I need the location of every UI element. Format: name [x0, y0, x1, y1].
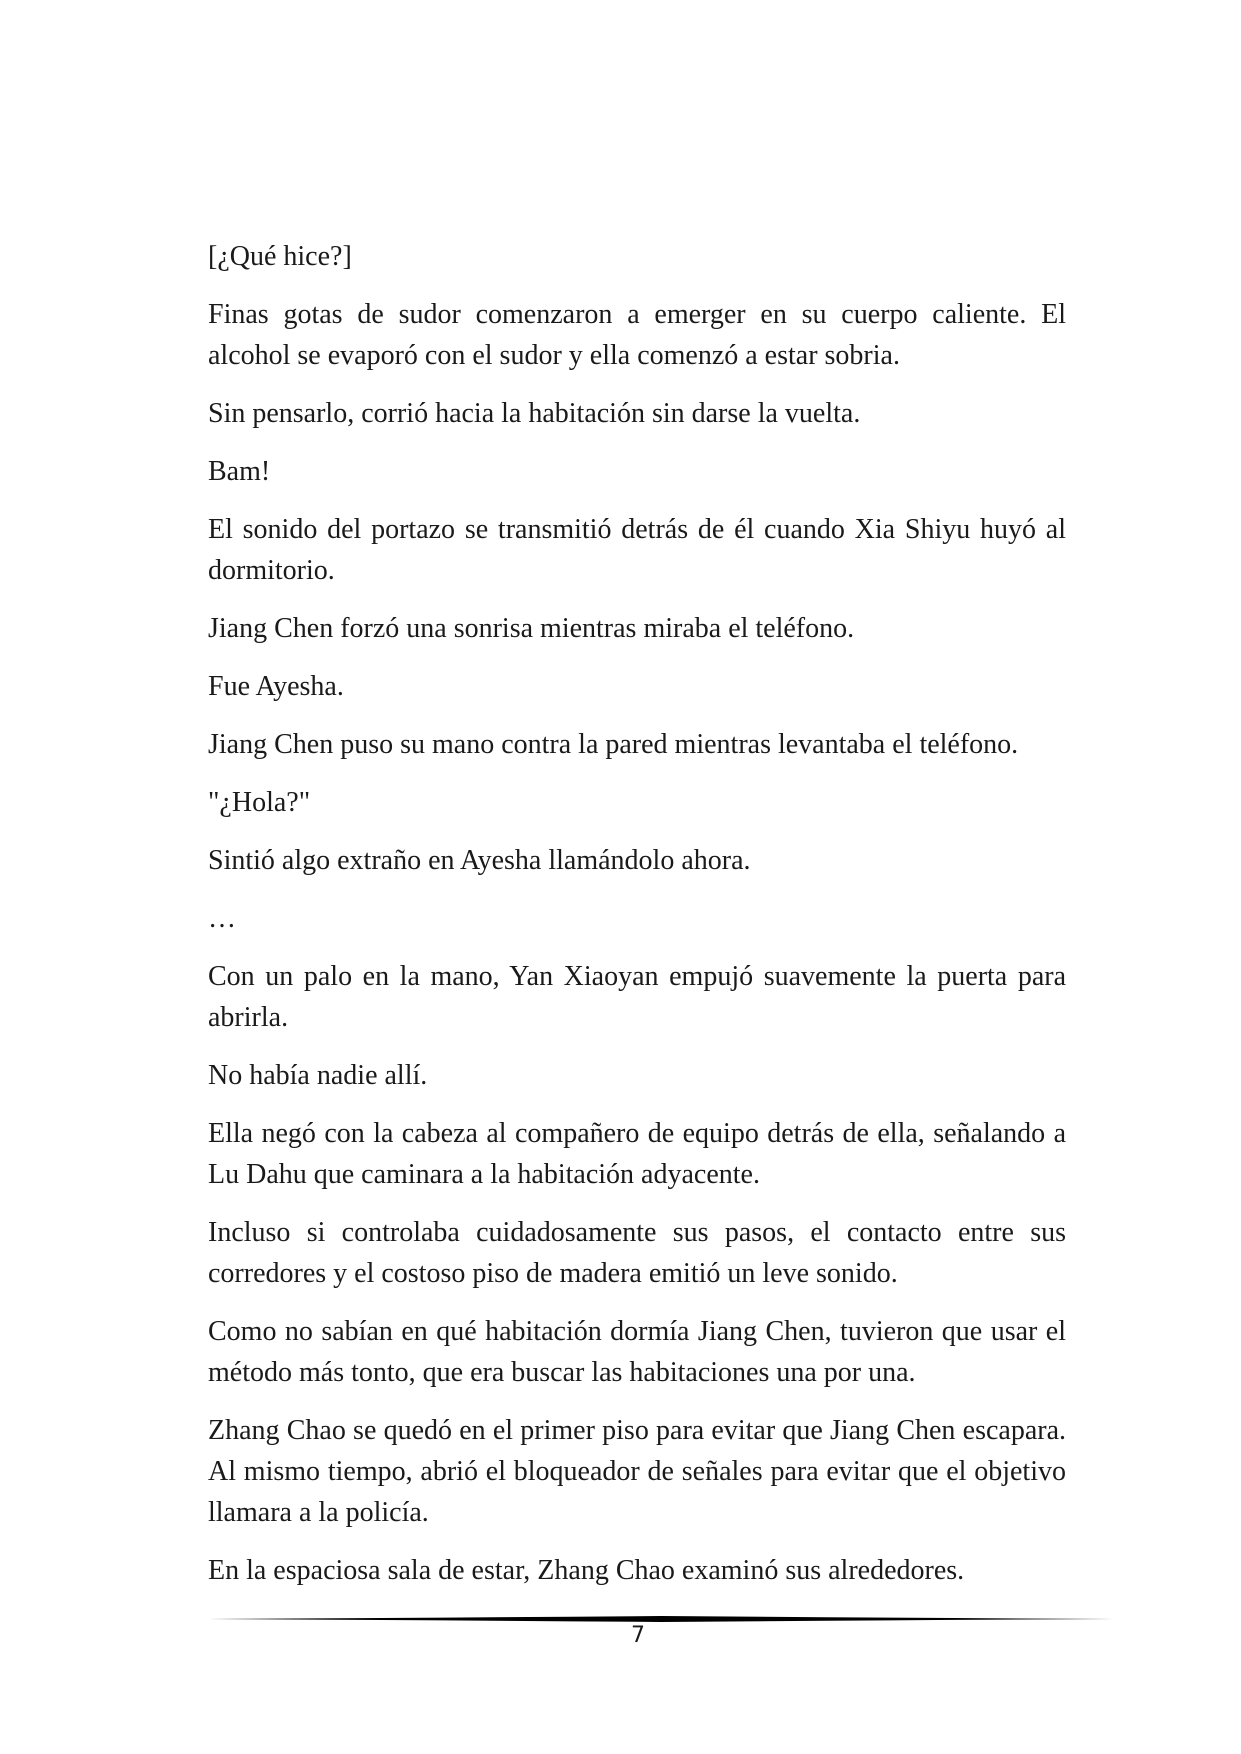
- paragraph: Como no sabían en qué habitación dormía Jiang Chen, tuvieron que usar el método más tonto, que era buscar las habitaciones una por una.: [208, 1316, 1066, 1388]
- paragraph: Incluso si controlaba cuidadosamente sus pasos, el contacto entre sus corredores y el costoso piso de madera emitió un leve sonido.: [208, 1217, 1066, 1289]
- paragraph: No había nadie allí.: [208, 1060, 428, 1091]
- paragraph: [¿Qué hice?]: [208, 241, 352, 272]
- paragraph: Finas gotas de sudor comenzaron a emerger en su cuerpo caliente. El alcohol se evaporó con el sudor y ella comenzó a estar sobria.: [208, 299, 1066, 371]
- paragraph: Bam!: [208, 456, 271, 487]
- body-text: [208, 236, 1066, 1608]
- paragraph: El sonido del portazo se transmitió detrás de él cuando Xia Shiyu huyó al dormitorio.: [208, 514, 1066, 586]
- page-number: 7: [631, 1623, 645, 1648]
- paragraph: Con un palo en la mano, Yan Xiaoyan empujó suavemente la puerta para abrirla.: [208, 961, 1066, 1033]
- paragraph: Jiang Chen forzó una sonrisa mientras miraba el teléfono.: [208, 613, 855, 644]
- paragraph: Sin pensarlo, corrió hacia la habitación sin darse la vuelta.: [208, 398, 861, 429]
- paragraph: Zhang Chao se quedó en el primer piso para evitar que Jiang Chen escapara. Al mismo tiempo, abrió el bloqueador de señales para evitar que el objetivo llamara a la policía.: [208, 1415, 1066, 1528]
- paragraph: Jiang Chen puso su mano contra la pared mientras levantaba el teléfono.: [208, 729, 1019, 760]
- paragraph: Sintió algo extraño en Ayesha llamándolo ahora.: [208, 845, 751, 876]
- paragraph: Ella negó con la cabeza al compañero de equipo detrás de ella, señalando a Lu Dahu que caminara a la habitación adyacente.: [208, 1118, 1066, 1190]
- paragraph: "¿Hola?": [208, 787, 311, 818]
- paragraph: En la espaciosa sala de estar, Zhang Chao examinó sus alrededores.: [208, 1555, 965, 1586]
- paragraph: Fue Ayesha.: [208, 671, 344, 702]
- paragraph: …: [208, 903, 236, 934]
